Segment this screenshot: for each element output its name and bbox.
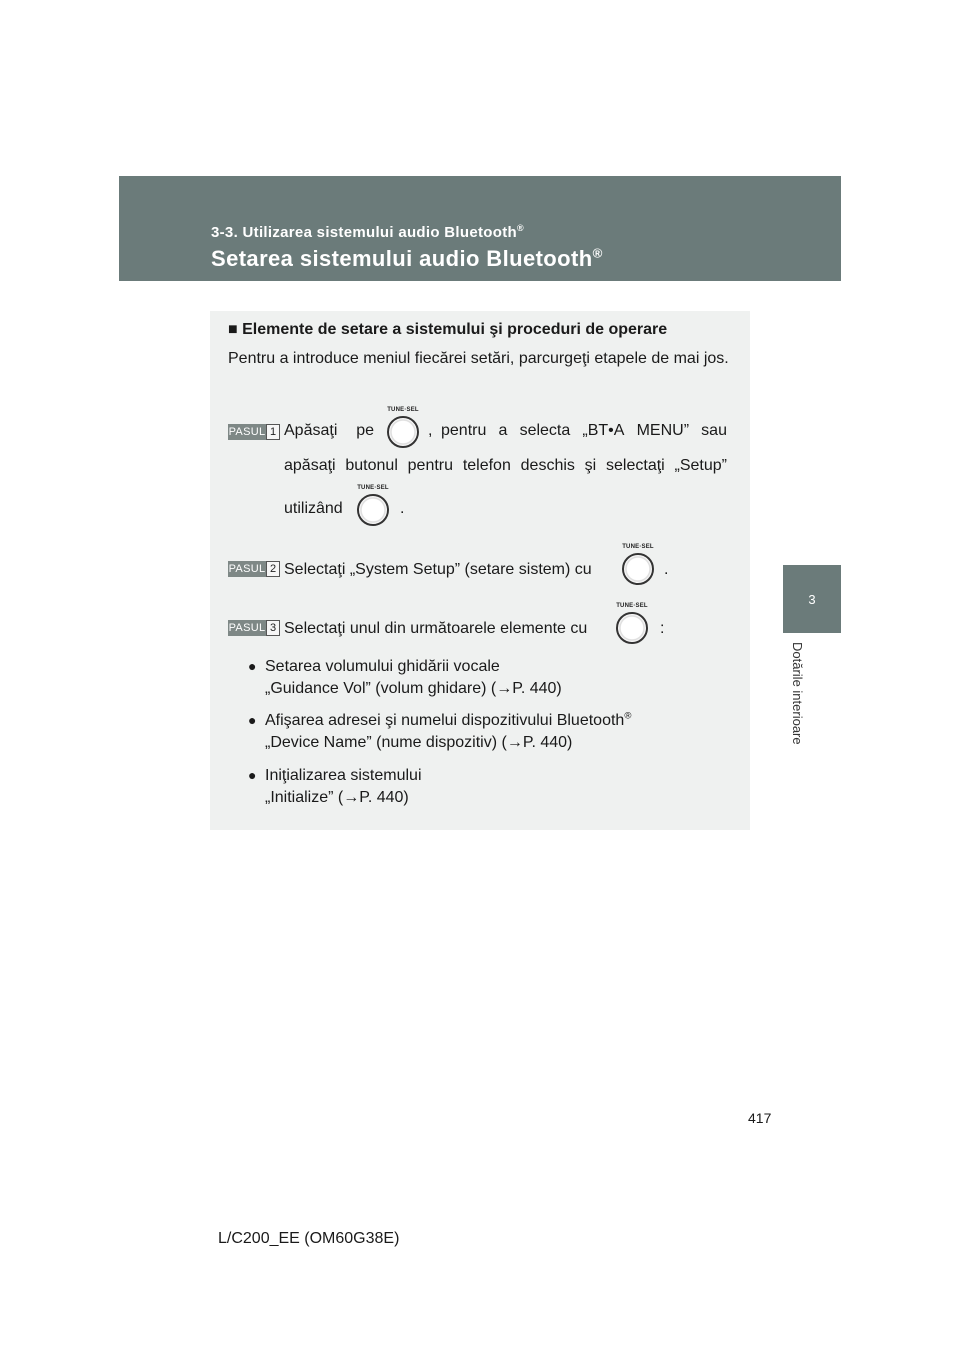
document-code: L/C200_EE (OM60G38E) xyxy=(218,1230,400,1247)
tune-sel-knob-icon: TUNE·SEL xyxy=(379,407,427,455)
bullet-icon: ● xyxy=(248,767,257,783)
step1-line1-start: Apăsaţi pe xyxy=(284,422,374,439)
tune-sel-knob-icon: TUNE·SEL xyxy=(608,603,656,651)
header-band xyxy=(119,176,841,281)
settings-box: ■ Elemente de setare a sistemului şi proceduri de operare Pentru a introduce meniul fiecărei setări, parcurgeţi etapele de mai jos. PASUL 1 Apăsaţi pe TUNE·SEL , pentru a selecta „BT•A MENU” sau apăsaţi butonul pentru telefon deschis şi selectaţi „Setup” utilizând TUNE·SEL . PASUL 2 Selectaţi „System Setup” (setare sistem) cu TUNE·SEL . PASUL 3 Selectaţi unul din următoarele elemente cu TUNE·SEL : ● Setarea volumului ghidării vocale „Guidance Vol” (volum ghidare) (→P. 440) ● Afişarea adresei şi numelui dispozitivului Bluetooth® „Device Name” (nume dispozitiv) (→P. 440) ● Iniţializarea sistemului „Initialize” (→P. 440) xyxy=(210,311,750,830)
step2-text: Selectaţi „System Setup” (setare sistem) cu xyxy=(284,561,592,578)
page-title: Setarea sistemului audio Bluetooth® xyxy=(211,245,603,271)
bullet-icon: ● xyxy=(248,712,257,728)
step1-line3: utilizând xyxy=(284,500,343,517)
page-number: 417 xyxy=(748,1110,772,1126)
chapter-tab: 3 xyxy=(783,565,841,633)
step-badge-1: PASUL 1 xyxy=(228,424,280,440)
step-badge-3: PASUL 3 xyxy=(228,620,280,636)
chapter-title: Dotările interioare xyxy=(790,642,805,745)
box-heading: ■ Elemente de setare a sistemului şi proceduri de operare xyxy=(228,321,668,338)
tune-sel-knob-icon: TUNE·SEL xyxy=(614,544,662,592)
step3-text: Selectaţi unul din următoarele elemente cu xyxy=(284,620,588,637)
section-label: 3-3. Utilizarea sistemului audio Bluetooth® xyxy=(211,223,524,241)
intro-text: Pentru a introduce meniul fiecărei setări, parcurgeţi etapele de mai jos. xyxy=(228,350,729,367)
bullet-icon: ● xyxy=(248,658,257,674)
step1-line2: apăsaţi butonul pentru telefon deschis şi selectaţi „Setup” xyxy=(284,457,727,474)
step-badge-2: PASUL 2 xyxy=(228,561,280,577)
tune-sel-knob-icon: TUNE·SEL xyxy=(349,485,397,533)
step1-line1-end: pentru a selecta „BT•A MENU” sau xyxy=(441,422,727,439)
